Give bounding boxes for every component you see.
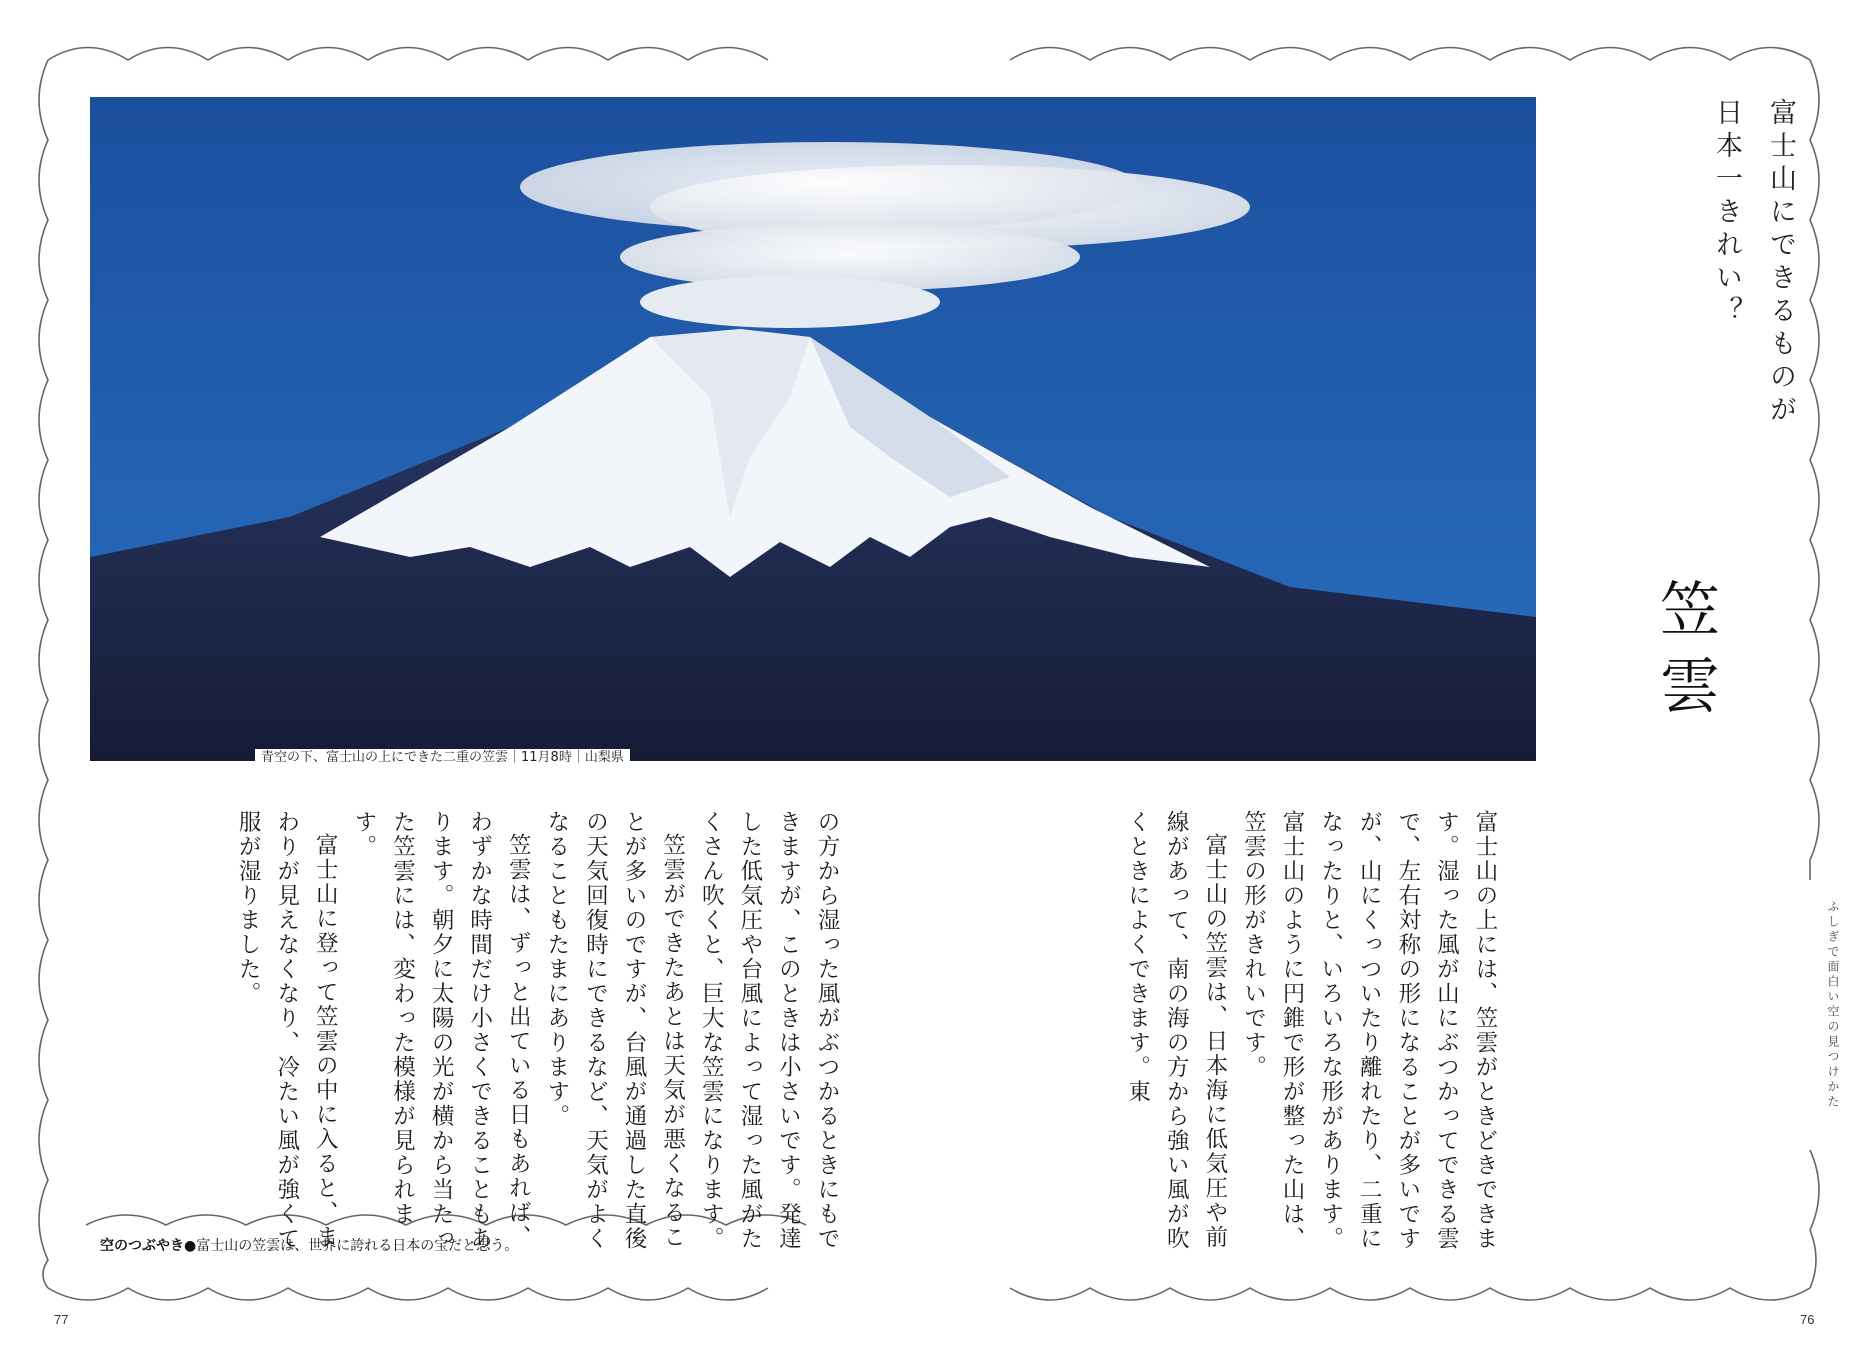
paragraph: 笠雲ができたあとは天気が悪くなることが多いのですが、台風が通過した直後の天気回復時にできるなど、天気がよくなることもたまにあります。 [543, 810, 686, 1251]
paragraph: 富士山に登って笠雲の中に入ると、まわりが見えなくなり、冷たい風が強くて服が湿りました。 [235, 810, 339, 1251]
page-number-right: 76 [1800, 1312, 1815, 1327]
running-head: ふしぎで面白い空の見つけかた [1826, 900, 1840, 1110]
page-number-left: 77 [54, 1312, 69, 1327]
article-title: 笠雲 [1650, 578, 1720, 730]
article-body-left [86, 810, 846, 1270]
paragraph: 笠雲は、ずっと出ている日もあれば、わずかな時間だけ小さくできることもあります。朝夕に太陽の光が横から当たった笠雲には、変わった模様が見られます。 [350, 810, 532, 1251]
paragraph: の方から湿った風がぶつかるときにもできますが、このときは小さいです。発達した低気圧や台風によって湿った風がたくさん吹くと、巨大な笠雲になります。 [698, 810, 840, 1251]
paragraph: 富士山の上には、笠雲がときどきできます。湿った風が山にぶつかってできる雲で、左右対称の形になることが多いですが、山にくっついたり離れたり、二重になったりと、いろいろな形があります。富士山のように円錐で形が整った山は、笠雲の形がきれいです。 [1240, 810, 1498, 1251]
mount-fuji-photo [90, 97, 1536, 761]
tweet-text: 富士山の笠雲は、世界に誇れる日本の宝だと思う。 [196, 1238, 519, 1254]
photo-caption: 青空の下、富士山の上にできた二重の笠雲｜11月8時｜山梨県 [255, 749, 630, 767]
article-body-right [1034, 810, 1504, 1270]
article-subtitle: 富士山にできるものが日本一きれい？ [1711, 98, 1796, 428]
paragraph: 富士山の笠雲は、日本海に低気圧や前線があって、南の海の方から強い風が吹くときによくできます。東 [1124, 810, 1228, 1251]
tweet-label: 空のつぶやき● [100, 1238, 197, 1254]
sky-tweet [100, 1235, 518, 1255]
